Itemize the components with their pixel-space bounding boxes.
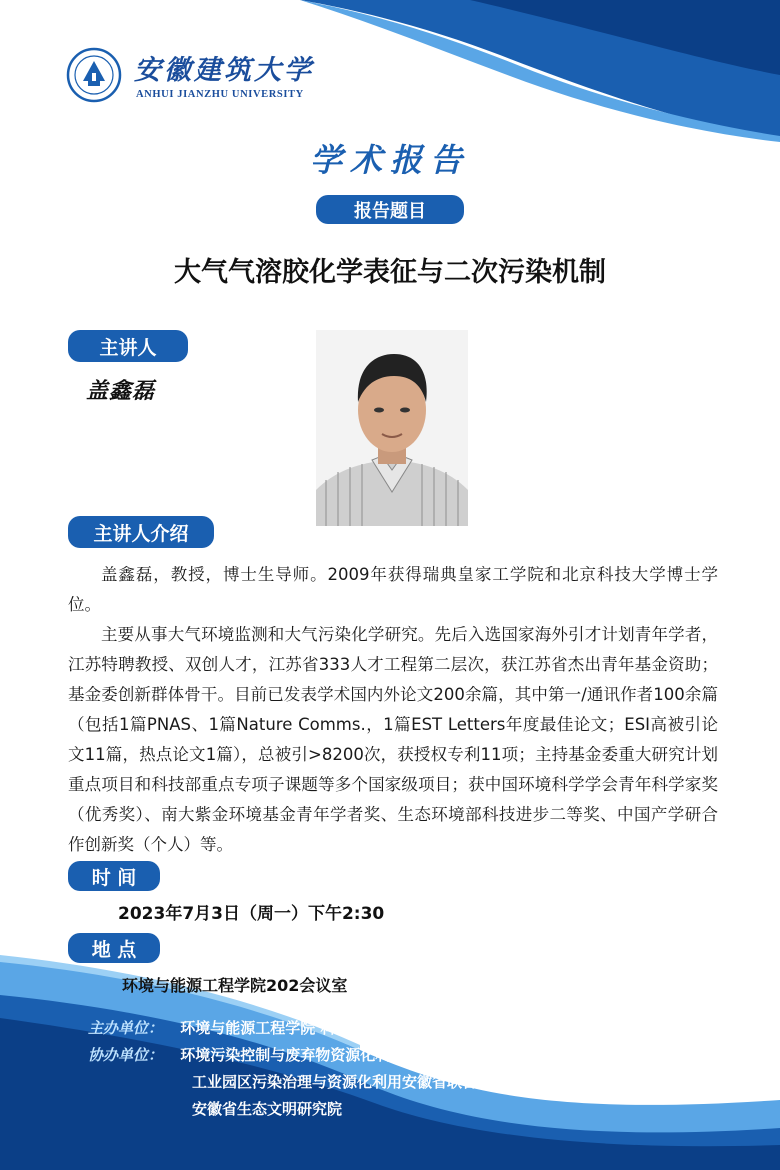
intro-paragraph: 盖鑫磊，教授，博士生导师。2009年获得瑞典皇家工学院和北京科技大学博士学位。 bbox=[68, 565, 718, 614]
speaker-name: 盖鑫磊 bbox=[86, 379, 156, 404]
co-value: 安徽省生态文明研究院 bbox=[192, 1100, 343, 1118]
university-name-en: ANHUI JIANZHU UNIVERSITY bbox=[136, 89, 304, 100]
host-row bbox=[88, 1017, 395, 1038]
host-value: 环境与能源工程学院 科学技术处 bbox=[180, 1019, 396, 1037]
co-value: 工业园区污染治理与资源化利用安徽省联合共建学科重点实验室 bbox=[192, 1073, 613, 1091]
university-name-cn: 安徽建筑大学 bbox=[134, 55, 314, 86]
co-row bbox=[192, 1098, 342, 1119]
co-row bbox=[192, 1071, 612, 1092]
co-label: 协办单位： bbox=[88, 1046, 164, 1064]
time-value: 2023年7月3日（周一）下午2:30 bbox=[118, 904, 385, 924]
place-label: 地 点 bbox=[68, 933, 160, 963]
time-label: 时 间 bbox=[68, 861, 160, 891]
intro-paragraph: 主要从事大气环境监测和大气污染化学研究。先后入选国家海外引才计划青年学者，江苏特聘教授、双创人才，江苏省333人才工程第二层次，获江苏省杰出青年基金资助；基金委创新群体骨干。目前已发表学术国内外论文200余篇，其中第一/通讯作者100余篇（包括1篇PNAS、1篇Nature Comms.，1篇EST Letters年度最佳论文；ESI高被引论文11篇，热点论文1篇），总被引>8200次，获授权专利11项；主持基金委重大研究计划重点项目和科技部重点专项子课题等多个国家级项目；获中国环境科学学会青年科学家奖（优秀奖）、南大紫金环境基金青年学者奖、生态环境部科技进步二等奖、中国产学研合作创新奖（个人）等。 bbox=[68, 625, 718, 854]
intro-text bbox=[68, 560, 718, 860]
co-row bbox=[88, 1044, 525, 1065]
page-title: 学术报告 bbox=[309, 141, 470, 179]
university-logo-icon bbox=[66, 47, 122, 103]
host-label: 主办单位： bbox=[88, 1019, 164, 1037]
co-value: 环境污染控制与废弃物资源化利用安徽省重点实验室 bbox=[180, 1046, 526, 1064]
topic-label: 报告题目 bbox=[316, 195, 464, 224]
intro-label: 主讲人介绍 bbox=[68, 516, 214, 548]
speaker-portrait bbox=[316, 330, 468, 526]
place-value: 环境与能源工程学院202会议室 bbox=[122, 976, 348, 995]
speaker-label: 主讲人 bbox=[68, 330, 188, 362]
topic-title: 大气气溶胶化学表征与二次污染机制 bbox=[174, 257, 606, 288]
